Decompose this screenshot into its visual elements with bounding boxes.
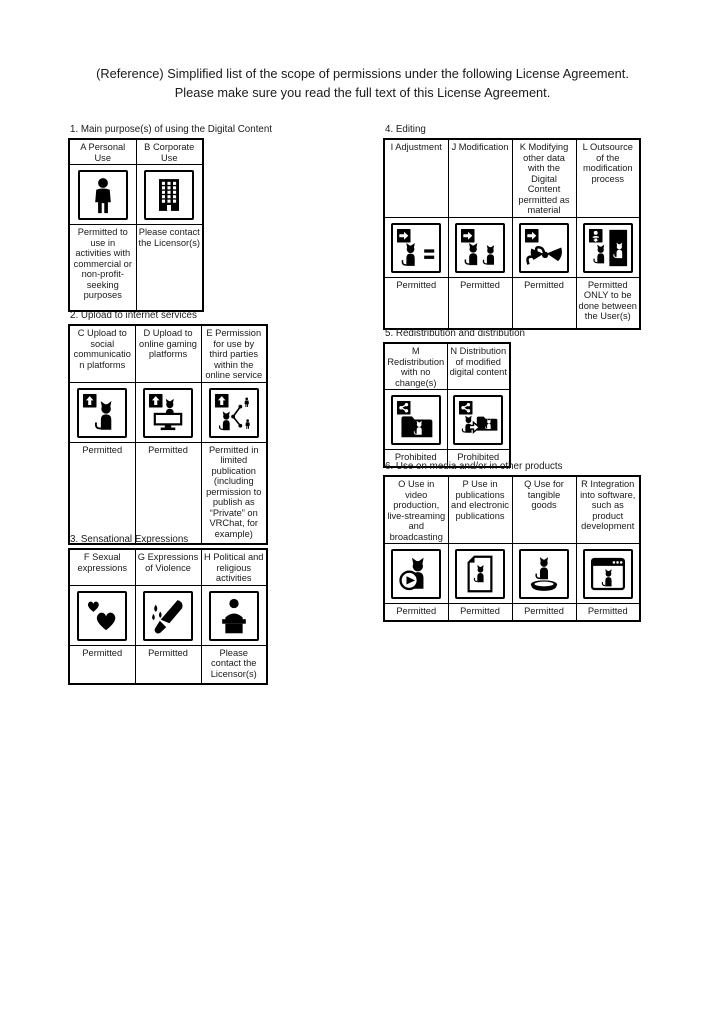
icon-cell (448, 544, 512, 604)
column-header-video: O Use in video production, live-streaming and broadcasting (384, 476, 448, 544)
status-text: Permitted (512, 277, 576, 329)
section-redistribution (383, 328, 525, 468)
icon-cell (384, 544, 448, 604)
column-header-sexual: F Sexual expressions (69, 549, 135, 585)
status-text: Permitted ONLY to be done between the User(s) (576, 277, 640, 329)
column-header-publications: P Use in publications and electronic publications (448, 476, 512, 544)
page-title (0, 64, 725, 102)
status-text: Permitted (448, 277, 512, 329)
status-text: Permitted (69, 645, 135, 684)
page-title-line2: Please make sure you read the full text of this License Agreement. (174, 85, 551, 101)
column-header-social: C Upload to social communication platforms (69, 325, 135, 382)
status-text: Please contact the Licensor(s) (136, 225, 203, 312)
icon-cell (69, 382, 135, 442)
icon-cell (512, 217, 576, 277)
icon-cell (512, 544, 576, 604)
material-ribbon-icon (519, 223, 569, 273)
status-text: Permitted (576, 604, 640, 622)
column-header-material: K Modifying other data with the Digital Content permitted as material (512, 139, 576, 217)
permission-table-media-products (383, 475, 641, 622)
section-main-purpose (68, 124, 272, 312)
status-text: Permitted (448, 604, 512, 622)
column-header-redistribution: M Redistribution with no change(s) (384, 343, 447, 390)
section-upload (68, 310, 268, 545)
icon-cell (69, 165, 136, 225)
icon-cell (448, 217, 512, 277)
section-heading: 3. Sensational Expressions (70, 534, 189, 545)
section-heading: 2. Upload to internet services (70, 310, 197, 321)
status-text: Permitted (384, 604, 448, 622)
column-header-tangible: Q Use for tangible goods (512, 476, 576, 544)
permission-table-editing (383, 138, 641, 330)
redistribute-folder-icon (391, 395, 441, 445)
software-window-icon (583, 549, 633, 599)
page-title-line1: (Reference) Simplified list of the scope of permissions under the following License Agreement. (96, 66, 629, 81)
icon-cell (384, 217, 448, 277)
podium-speech-icon (209, 591, 259, 641)
icon-cell (201, 585, 267, 645)
column-header-software: R Integration into software, such as product development (576, 476, 640, 544)
upload-gaming-icon (143, 388, 193, 438)
icon-cell (576, 217, 640, 277)
icon-cell (135, 382, 201, 442)
modification-cats-icon (455, 223, 505, 273)
column-header-corporate-use: B Corporate Use (136, 139, 203, 165)
status-text: Permitted (135, 645, 201, 684)
permission-table-main-purpose (68, 138, 204, 312)
icon-cell (136, 165, 203, 225)
column-header-personal-use: A Personal Use (69, 139, 136, 165)
icon-cell (135, 585, 201, 645)
column-header-modification: J Modification (448, 139, 512, 217)
distribute-modified-icon (453, 395, 503, 445)
tangible-figurine-icon (519, 549, 569, 599)
section-heading: 4. Editing (385, 124, 426, 135)
third-party-share-icon (209, 388, 259, 438)
status-text: Permitted in limited publication (including permission to publish as “Private” on VRChat, for example) (201, 442, 267, 544)
section-heading: 5. Redistribution and distribution (385, 328, 525, 339)
section-heading: 1. Main purpose(s) of using the Digital Content (70, 124, 273, 135)
icon-cell (576, 544, 640, 604)
column-header-adjustment: I Adjustment (384, 139, 448, 217)
column-header-third-party: E Permission for use by third parties within the online service (201, 325, 267, 382)
status-text: Please contact the Licensor(s) (201, 645, 267, 684)
icon-cell (447, 390, 510, 450)
video-play-icon (391, 549, 441, 599)
status-text: Permitted (384, 277, 448, 329)
icon-cell (201, 382, 267, 442)
column-header-outsource: L Outsource of the modification process (576, 139, 640, 217)
permission-table-sensational (68, 548, 268, 685)
column-header-modified-distribution: N Distribution of modified digital content (447, 343, 510, 390)
status-text: Prohibited (384, 450, 447, 468)
permission-table-redistribution (383, 342, 511, 468)
permission-table-upload (68, 324, 268, 545)
status-text: Permitted (135, 442, 201, 544)
section-editing (383, 124, 641, 330)
status-text: Prohibited (447, 450, 510, 468)
status-text: Permitted (512, 604, 576, 622)
publication-page-icon (455, 549, 505, 599)
status-text: Permitted (69, 442, 135, 544)
section-sensational (68, 534, 268, 685)
section-media-products (383, 461, 641, 622)
hearts-icon (77, 591, 127, 641)
building-icon (144, 170, 194, 220)
column-header-political: H Political and religious activities (201, 549, 267, 585)
outsource-icon (583, 223, 633, 273)
knife-icon (143, 591, 193, 641)
column-header-gaming: D Upload to online gaming platforms (135, 325, 201, 382)
column-header-violence: G Expressions of Violence (135, 549, 201, 585)
upload-social-icon (77, 388, 127, 438)
section-heading: 6. Use on media and/or in other products (385, 461, 563, 472)
status-text: Permitted to use in activities with commercial or non-profit-seeking purposes (69, 225, 136, 312)
icon-cell (384, 390, 447, 450)
person-icon (78, 170, 128, 220)
adjustment-equals-icon (391, 223, 441, 273)
icon-cell (69, 585, 135, 645)
